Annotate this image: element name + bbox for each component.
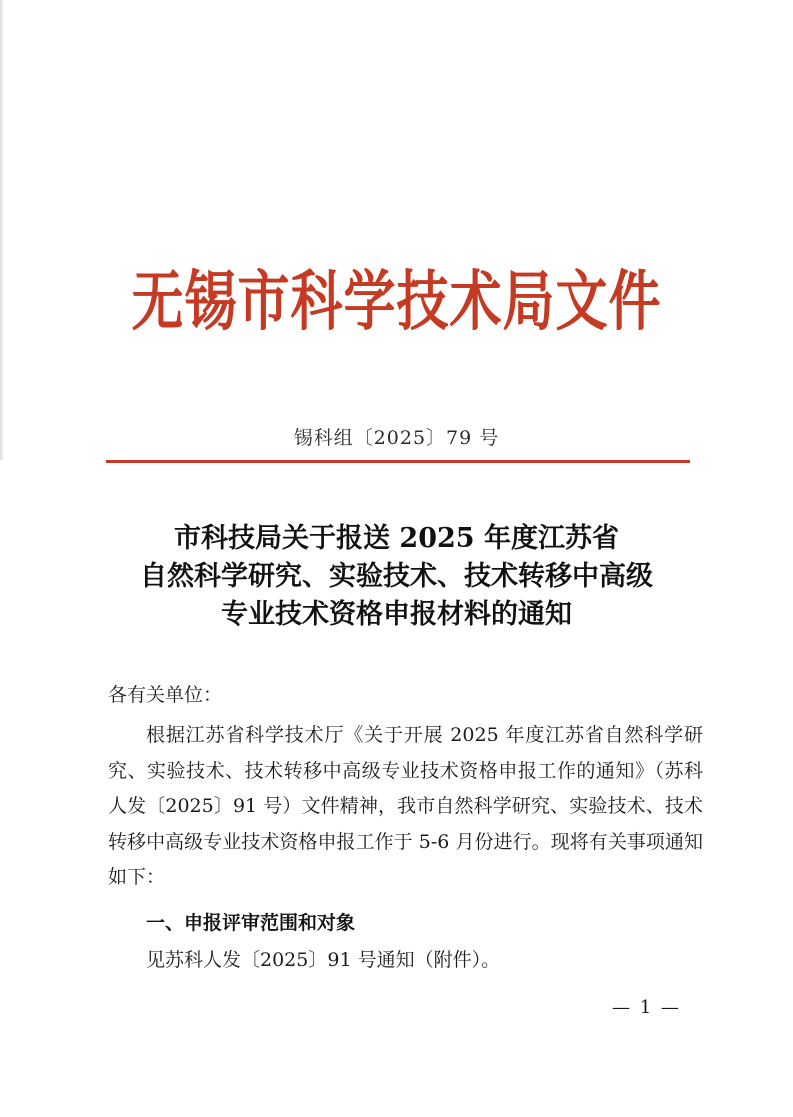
body-paragraph: 根据江苏省科学技术厅《关于开展 2025 年度江苏省自然科学研究、实验技术、技术转移中高级专业技术资格申报工作的通知》（苏科人发〔2025〕91 号）文件精神，我市自然科学研究、实验技术、技术转移中高级专业技术资格申报工作于 5-6 月份进行。现将有关事项通知如下：	[108, 724, 703, 888]
scan-edge-shadow	[0, 0, 4, 460]
notice-title-line-3: 专业技术资格申报材料的通知	[221, 599, 572, 630]
section-one-heading: 一、申报评审范围和对象	[146, 912, 356, 934]
salutation: 各有关单位：	[108, 684, 223, 706]
notice-title-line-2: 自然科学研究、实验技术、技术转移中高级	[140, 561, 653, 592]
notice-title	[0, 520, 793, 634]
masthead-title: 无锡市科学技术局文件	[131, 263, 662, 340]
page-number: — 1 —	[612, 997, 681, 1018]
notice-title-line-1: 市科技局关于报送 2025 年度江苏省	[174, 523, 619, 554]
document-number: 锡科组〔2025〕79 号	[293, 427, 500, 449]
section-one-text: 见苏科人发〔2025〕91 号通知（附件）。	[146, 949, 501, 971]
red-divider-line	[106, 460, 690, 463]
